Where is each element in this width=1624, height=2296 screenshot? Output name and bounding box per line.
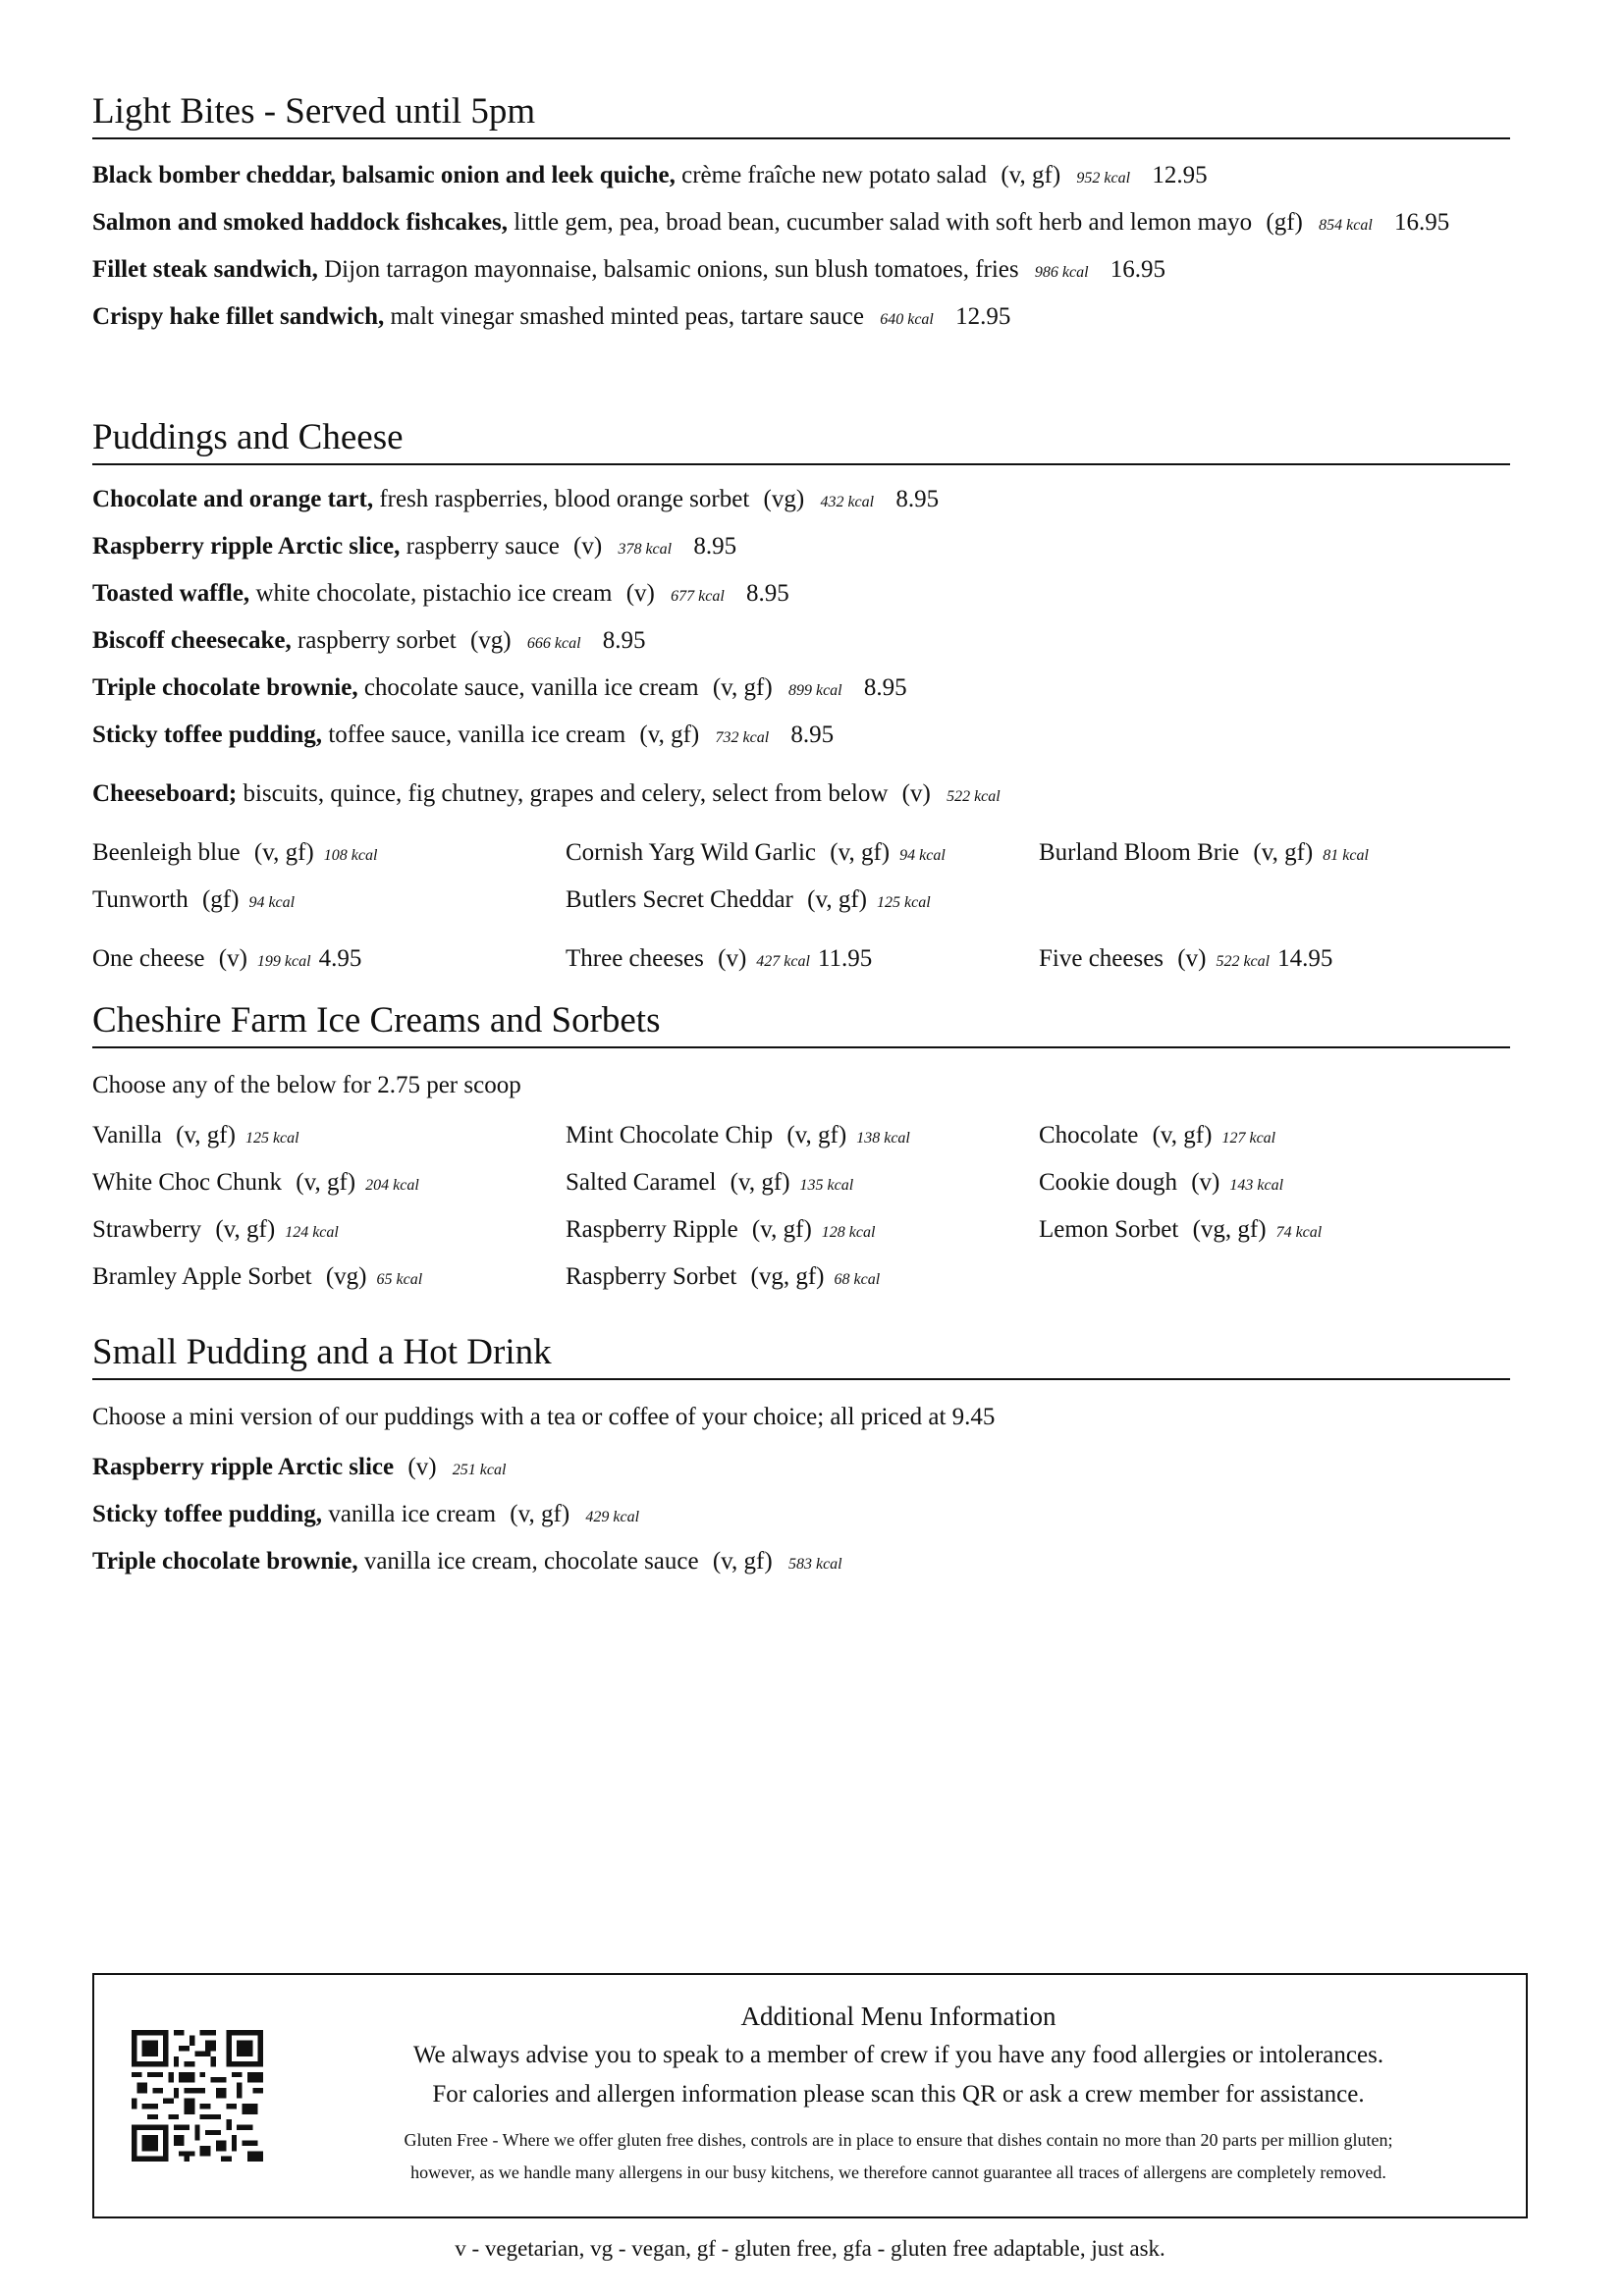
section-title: Small Pudding and a Hot Drink [92, 1331, 1510, 1380]
light-bites-section [92, 90, 1510, 342]
item-kcal: 522 kcal [947, 788, 1001, 805]
item-price: 8.95 [895, 486, 940, 512]
cheese-name: Burland Bloom Brie [1039, 839, 1240, 866]
flavour-name: Cookie dough [1039, 1169, 1177, 1196]
item-kcal: 432 kcal [820, 494, 875, 510]
cheese-kcal: 94 kcal [899, 847, 946, 864]
section-title: Puddings and Cheese [92, 416, 1510, 465]
cheese-diet: (gf) [201, 886, 240, 913]
flavour-item [92, 1160, 566, 1207]
item-kcal: 899 kcal [787, 682, 842, 699]
menu-item [92, 1445, 1510, 1492]
flavour-name: Strawberry [92, 1216, 202, 1243]
item-kcal: 986 kcal [1034, 264, 1089, 281]
item-desc: vanilla ice cream, chocolate sauce [363, 1548, 699, 1575]
item-desc: chocolate sauce, vanilla ice cream [363, 674, 699, 701]
item-name: Fillet steak sandwich, [92, 256, 318, 283]
menu-item [92, 247, 1510, 294]
item-desc: toffee sauce, vanilla ice cream [328, 721, 626, 748]
section-intro: Choose any of the below for 2.75 per scoop [92, 1072, 521, 1098]
option-price: 11.95 [817, 945, 873, 972]
flavour-diet: (v, gf) [296, 1169, 356, 1196]
cheese-option [566, 936, 1039, 984]
flavour-kcal: 135 kcal [799, 1177, 854, 1194]
item-price: 8.95 [863, 674, 907, 701]
item-name: Salmon and smoked haddock fishcakes, [92, 209, 509, 236]
cheese-name: Tunworth [92, 886, 189, 913]
item-name: Sticky toffee pudding, [92, 1501, 323, 1527]
menu-item [92, 153, 1510, 200]
flavour-name: Bramley Apple Sorbet [92, 1263, 312, 1290]
item-diet: (v, gf) [712, 1548, 773, 1575]
option-name: One cheese [92, 945, 205, 972]
option-diet: (v) [1177, 945, 1207, 972]
cheese-diet: (v, gf) [830, 839, 891, 866]
option-kcal: 522 kcal [1216, 953, 1271, 970]
flavour-kcal: 128 kcal [821, 1224, 876, 1241]
item-name: Chocolate and orange tart, [92, 486, 374, 512]
ice-cream-section [92, 999, 1510, 1302]
menu-item [92, 713, 1510, 760]
menu-item [92, 524, 1510, 571]
item-name: Cheeseboard; [92, 780, 238, 807]
item-diet: (v, gf) [1001, 162, 1061, 188]
flavour-diet: (v, gf) [215, 1216, 276, 1243]
flavour-name: Salted Caramel [566, 1169, 717, 1196]
info-title: Additional Menu Information [740, 2002, 1056, 2031]
gluten-note-line: Gluten Free - Where we offer gluten free dishes, controls are in place to ensure that dishes contain no more than 20 parts per million gluten; [404, 2130, 1393, 2150]
item-price: 12.95 [1152, 162, 1208, 188]
flavour-name: White Choc Chunk [92, 1169, 283, 1196]
cheese-name: Butlers Secret Cheddar [566, 886, 793, 913]
item-desc: raspberry sauce [406, 533, 560, 560]
item-name: Biscoff cheesecake, [92, 627, 292, 654]
flavour-kcal: 204 kcal [365, 1177, 419, 1194]
item-kcal: 583 kcal [787, 1556, 842, 1573]
item-kcal: 429 kcal [585, 1509, 640, 1525]
item-desc: biscuits, quince, fig chutney, grapes and celery, select from below [243, 780, 889, 807]
flavour-diet: (vg) [325, 1263, 367, 1290]
option-diet: (v) [718, 945, 747, 972]
item-diet: (v) [407, 1454, 437, 1480]
flavour-item [566, 1160, 1039, 1207]
item-name: Raspberry ripple Arctic slice [92, 1454, 395, 1480]
cheese-item [566, 878, 1039, 925]
option-kcal: 199 kcal [256, 953, 311, 970]
item-kcal: 251 kcal [452, 1462, 507, 1478]
item-kcal: 378 kcal [618, 541, 673, 558]
item-desc: crème fraîche new potato salad [681, 162, 988, 188]
menu-item [92, 477, 1510, 524]
option-diet: (v) [218, 945, 247, 972]
cheese-options [92, 936, 1510, 984]
cheese-kcal: 108 kcal [323, 847, 378, 864]
item-price: 12.95 [955, 303, 1011, 330]
gluten-free-note [291, 2124, 1506, 2189]
section-title: Light Bites - Served until 5pm [92, 90, 1510, 139]
cheese-item [92, 830, 566, 878]
menu-item [92, 571, 1510, 618]
menu-item [92, 666, 1510, 713]
item-price: 16.95 [1394, 209, 1450, 236]
cheese-kcal: 81 kcal [1323, 847, 1369, 864]
flavour-item [92, 1207, 566, 1255]
flavour-name: Raspberry Sorbet [566, 1263, 737, 1290]
ice-cream-list [92, 1113, 1510, 1302]
cheese-item [92, 878, 566, 925]
qr-advice: For calories and allergen information please scan this QR or ask a crew member for assistance. [432, 2081, 1365, 2108]
flavour-kcal: 74 kcal [1275, 1224, 1323, 1241]
item-kcal: 854 kcal [1319, 217, 1373, 234]
flavour-diet: (v, gf) [1152, 1122, 1213, 1148]
flavour-diet: (v, gf) [751, 1216, 812, 1243]
flavour-diet: (v, gf) [786, 1122, 847, 1148]
menu-item [92, 294, 1510, 342]
allergen-info-box [92, 1973, 1528, 2218]
option-price: 14.95 [1277, 945, 1333, 972]
item-price: 8.95 [790, 721, 835, 748]
flavour-item [92, 1113, 566, 1160]
item-price: 8.95 [693, 533, 737, 560]
option-price: 4.95 [318, 945, 362, 972]
flavour-name: Lemon Sorbet [1039, 1216, 1179, 1243]
flavour-item [1039, 1160, 1510, 1207]
item-diet: (v, gf) [510, 1501, 570, 1527]
flavour-kcal: 143 kcal [1229, 1177, 1284, 1194]
flavour-diet: (vg, gf) [1192, 1216, 1267, 1243]
cheese-item [566, 830, 1039, 878]
menu-item [92, 1539, 1510, 1586]
cheese-diet: (v, gf) [1253, 839, 1314, 866]
flavour-kcal: 125 kcal [244, 1130, 299, 1147]
cheese-name: Beenleigh blue [92, 839, 241, 866]
item-name: Crispy hake fillet sandwich, [92, 303, 385, 330]
section-title: Cheshire Farm Ice Creams and Sorbets [92, 999, 1510, 1048]
item-name: Toasted waffle, [92, 580, 250, 607]
puddings-section [92, 416, 1510, 984]
dietary-key: v - vegetarian, vg - vegan, gf - gluten free, gfa - gluten free adaptable, just ask. [455, 2236, 1165, 2261]
flavour-item [92, 1255, 566, 1302]
item-name: Triple chocolate brownie, [92, 1548, 358, 1575]
item-name: Triple chocolate brownie, [92, 674, 358, 701]
flavour-diet: (vg, gf) [750, 1263, 825, 1290]
flavour-name: Raspberry Ripple [566, 1216, 738, 1243]
flavour-kcal: 124 kcal [285, 1224, 339, 1241]
option-kcal: 427 kcal [756, 953, 810, 970]
cheese-kcal: 125 kcal [876, 894, 931, 911]
flavour-kcal: 127 kcal [1221, 1130, 1276, 1147]
item-diet: (vg) [469, 627, 512, 654]
allergy-advice: We always advise you to speak to a member of crew if you have any food allergies or intolerances. [412, 2042, 1384, 2068]
item-price: 16.95 [1110, 256, 1166, 283]
option-name: Three cheeses [566, 945, 704, 972]
item-kcal: 952 kcal [1076, 170, 1131, 187]
item-kcal: 666 kcal [526, 635, 581, 652]
item-diet: (v) [573, 533, 603, 560]
item-diet: (v) [625, 580, 655, 607]
flavour-kcal: 68 kcal [834, 1271, 881, 1288]
item-desc: fresh raspberries, blood orange sorbet [379, 486, 750, 512]
info-text [291, 1997, 1506, 2189]
cheese-name: Cornish Yarg Wild Garlic [566, 839, 817, 866]
item-name: Black bomber cheddar, balsamic onion and leek quiche, [92, 162, 676, 188]
item-kcal: 732 kcal [715, 729, 770, 746]
flavour-item [1039, 1113, 1510, 1160]
item-kcal: 677 kcal [671, 588, 725, 605]
item-diet: (gf) [1266, 209, 1303, 236]
small-pudding-section [92, 1331, 1510, 1586]
item-diet: (v, gf) [712, 674, 773, 701]
item-price: 8.95 [746, 580, 789, 607]
qr-code-icon[interactable] [132, 2030, 263, 2162]
menu-item [92, 200, 1510, 247]
gluten-note-line: however, as we handle many allergens in our busy kitchens, we therefore cannot guarantee all traces of allergens are completely removed. [410, 2163, 1386, 2182]
flavour-name: Vanilla [92, 1122, 162, 1148]
cheese-list [92, 830, 1510, 925]
item-desc: Dijon tarragon mayonnaise, balsamic onions, sun blush tomatoes, fries [324, 256, 1019, 283]
item-kcal: 640 kcal [880, 311, 934, 328]
menu-item [92, 1492, 1510, 1539]
item-desc: malt vinegar smashed minted peas, tartare sauce [390, 303, 864, 330]
cheese-option [1039, 936, 1510, 984]
cheese-diet: (v, gf) [253, 839, 314, 866]
item-desc: little gem, pea, broad bean, cucumber salad with soft herb and lemon mayo [514, 209, 1253, 236]
item-price: 8.95 [602, 627, 646, 654]
section-intro: Choose a mini version of our puddings with a tea or coffee of your choice; all priced at 9.45 [92, 1404, 996, 1430]
flavour-kcal: 65 kcal [376, 1271, 423, 1288]
item-desc: raspberry sorbet [297, 627, 457, 654]
cheese-option [92, 936, 566, 984]
item-desc: vanilla ice cream [328, 1501, 497, 1527]
item-desc: white chocolate, pistachio ice cream [255, 580, 613, 607]
flavour-diet: (v) [1191, 1169, 1220, 1196]
flavour-diet: (v, gf) [730, 1169, 790, 1196]
item-name: Raspberry ripple Arctic slice, [92, 533, 401, 560]
menu-item [92, 618, 1510, 666]
flavour-item [566, 1113, 1039, 1160]
cheese-item [1039, 830, 1510, 878]
flavour-name: Mint Chocolate Chip [566, 1122, 774, 1148]
flavour-diet: (v, gf) [176, 1122, 236, 1148]
flavour-item [1039, 1207, 1510, 1255]
item-name: Sticky toffee pudding, [92, 721, 323, 748]
cheeseboard-item [92, 772, 1510, 819]
flavour-name: Chocolate [1039, 1122, 1139, 1148]
item-diet: (vg) [763, 486, 805, 512]
item-diet: (v) [901, 780, 931, 807]
option-name: Five cheeses [1039, 945, 1164, 972]
flavour-item [566, 1207, 1039, 1255]
flavour-kcal: 138 kcal [856, 1130, 910, 1147]
item-diet: (v, gf) [639, 721, 700, 748]
cheese-kcal: 94 kcal [248, 894, 296, 911]
flavour-item [566, 1255, 1039, 1302]
cheese-diet: (v, gf) [807, 886, 867, 913]
